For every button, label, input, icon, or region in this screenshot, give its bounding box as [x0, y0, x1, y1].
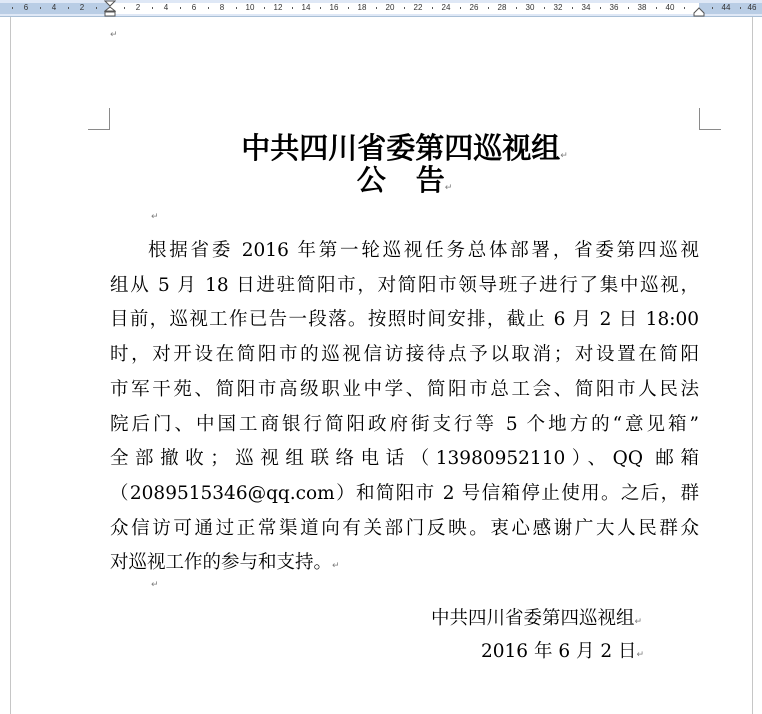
title-text: 中共四川省委第四巡视组: [241, 131, 561, 165]
paragraph-mark-icon: ↵: [110, 30, 118, 40]
ruler-label: 46: [747, 3, 757, 12]
ruler-label: 2: [135, 3, 141, 12]
ruler-label: 8: [219, 3, 225, 12]
ruler-tick: [152, 7, 153, 9]
ruler-label: 38: [637, 3, 647, 12]
ruler-tick: [404, 7, 405, 9]
ruler-label: 26: [469, 3, 479, 12]
signature-date[interactable]: [481, 637, 644, 670]
ruler-label: 2: [79, 3, 85, 12]
paragraph-mark-icon: ↵: [332, 561, 340, 572]
body-line: 根据省委 2016 年第一轮巡视任务总体部署，省委第四巡视: [148, 240, 699, 261]
paragraph-mark-icon: ↵: [151, 580, 159, 590]
ruler-label: 10: [245, 3, 255, 12]
ruler-label: 30: [525, 3, 535, 12]
ruler-tick: [544, 7, 545, 9]
paragraph-mark-icon: ↵: [151, 212, 159, 222]
paragraph-mark-icon: ↵: [560, 151, 568, 161]
page-right-edge: [752, 17, 753, 714]
signature-organization[interactable]: [431, 604, 642, 637]
ruler-tick: [684, 7, 685, 9]
ruler-label: 6: [23, 3, 29, 12]
signature-date-text: 2016 年 6 月 2 日: [481, 641, 637, 662]
body-line: （2089515346@qq.com）和简阳市 2 号信箱停止使用。之后，群: [110, 482, 699, 504]
ruler-tick: [712, 7, 713, 9]
ruler-tick: [124, 7, 125, 9]
body-line-last: [110, 546, 699, 584]
ruler-label: 44: [721, 3, 731, 12]
body-line: 对巡视工作的参与和支持。: [110, 552, 333, 574]
paragraph-mark-icon: ↵: [634, 617, 643, 627]
ruler-tick: [68, 7, 69, 9]
ruler-label: 40: [665, 3, 675, 12]
ruler-tick: [600, 7, 601, 9]
ruler-tick: [460, 7, 461, 9]
ruler-tick: [96, 7, 97, 9]
ruler-tick: [740, 7, 741, 9]
body-line: 组从 5 月 18 日进驻简阳市，对简阳市领导班子进行了集中巡视，: [110, 274, 699, 296]
document-subtitle[interactable]: [110, 163, 699, 205]
page-left-edge: [10, 17, 11, 714]
paragraph-mark-icon: ↵: [444, 183, 453, 193]
ruler-tick: [488, 7, 489, 9]
ruler-tick: [628, 7, 629, 9]
ruler-tick: [40, 7, 41, 9]
ruler-tick: [208, 7, 209, 9]
ruler-label: 36: [609, 3, 619, 12]
indent-marker-icon[interactable]: [104, 0, 116, 17]
ruler-label: 22: [413, 3, 423, 12]
body-line: 全部撤收；巡视组联络电话（13980952110）、QQ 邮箱: [110, 448, 699, 470]
ruler-tick: [12, 7, 13, 9]
ruler-label: 4: [163, 3, 169, 12]
ruler-label: 16: [329, 3, 339, 12]
ruler-tick: [264, 7, 265, 9]
ruler-label: 32: [553, 3, 563, 12]
ruler-label: 24: [441, 3, 451, 12]
body-line: 时，对开设在简阳市的巡视信访接待点予以取消；对设置在简阳: [110, 344, 699, 366]
subtitle-char: 公: [356, 163, 386, 197]
body-line: 众信访可通过正常渠道向有关部门反映。衷心感谢广大人民群众: [110, 517, 699, 539]
margin-corner-right: [699, 108, 721, 130]
ruler-tick: [432, 7, 433, 9]
ruler-label: 34: [581, 3, 591, 12]
ruler-tick: [656, 7, 657, 9]
margin-corner-left: [88, 108, 110, 130]
ruler-tick: [376, 7, 377, 9]
body-line: 市军干苑、简阳市高级职业中学、简阳市总工会、简阳市人民法: [110, 378, 699, 400]
ruler-tick: [292, 7, 293, 9]
ruler-tick: [572, 7, 573, 9]
ruler-tick: [180, 7, 181, 9]
horizontal-ruler[interactable]: [0, 0, 762, 17]
ruler-tick: [236, 7, 237, 9]
signature-org-text: 中共四川省委第四巡视组: [431, 608, 635, 629]
ruler-label: 28: [497, 3, 507, 12]
ruler-label: 14: [301, 3, 311, 12]
ruler-tick: [516, 7, 517, 9]
ruler-label: 12: [273, 3, 283, 12]
subtitle-char: 告: [415, 163, 445, 197]
ruler-label: 18: [357, 3, 367, 12]
ruler-label: 4: [51, 3, 57, 12]
body-line: 院后门、中国工商银行简阳政府街支行等 5 个地方的“意见箱”: [110, 413, 699, 435]
ruler-label: 20: [385, 3, 395, 12]
ruler-label: 6: [191, 3, 197, 12]
right-indent-marker-icon[interactable]: [693, 7, 705, 17]
paragraph-mark-icon: ↵: [636, 650, 645, 660]
announcement-body[interactable]: [110, 234, 699, 584]
body-line: 目前，巡视工作已告一段落。按照时间安排，截止 6 月 2 日 18:00: [110, 309, 699, 331]
ruler-tick: [348, 7, 349, 9]
ruler-tick: [320, 7, 321, 9]
